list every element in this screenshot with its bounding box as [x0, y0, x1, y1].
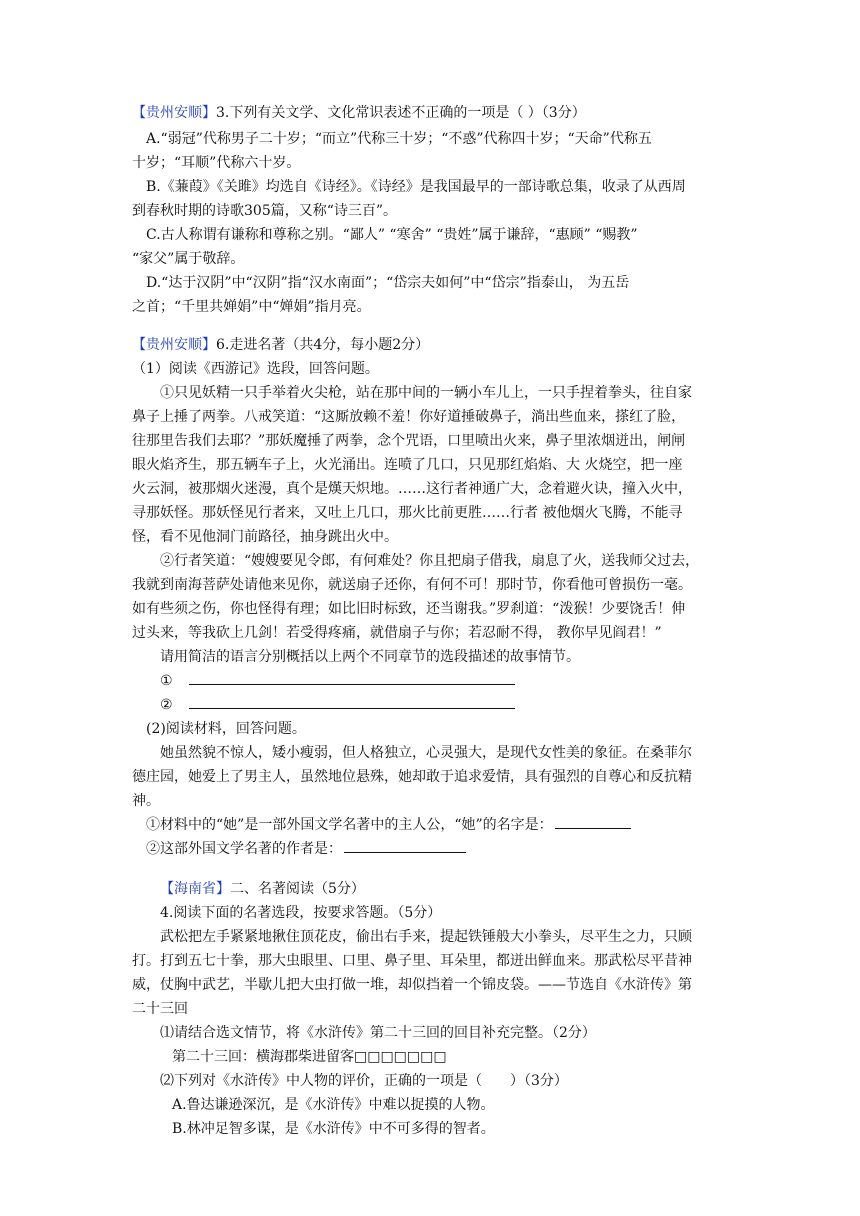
passage-line: 打。打到五七十拳，那大虫眼里、口里、鼻子里、耳朵里，都迸出鲜血来。那武松尽平昔神: [132, 953, 692, 969]
q1-title: 3.下列有关文学、文化常识表述不正确的一项是（ ）（3分）: [216, 105, 586, 121]
sub-question-2: ⑵下列对《水浒传》中人物的评价，正确的一项是（ ）（3分）: [160, 1073, 568, 1089]
q1-heading: [132, 104, 586, 122]
excerpt1-line: 火云洞，被那烟火迷漫，真个是熯天炽地。……这行者神通广大，念着避火诀，撞入火中，: [132, 481, 692, 497]
answer-row-2: [160, 696, 515, 714]
q1-option-c-line2: “家父”属于敬辞。: [132, 251, 245, 267]
q3-source-tag: 【海南省】: [160, 881, 230, 897]
excerpt1-line: 鼻子上捶了两拳。八戒笑道：“这厮放赖不羞！你好道捶破鼻子，淌出些血来，搽红了脸，: [132, 409, 686, 425]
material-line: 神。: [132, 793, 160, 809]
excerpt2-line: 如有些须之伤，你也怪得有理；如比旧时标致，还当谢我。”罗刹道：“泼猴！少要饶舌！伸: [132, 601, 686, 617]
q2-source-tag: 【贵州安顺】: [132, 337, 216, 353]
option-b: B.林冲足智多谋，是《水浒传》中不可多得的智者。: [172, 1121, 495, 1137]
q1-option-c-line1: C.古人称谓有谦称和尊称之别。“鄙人” “寒舍” “贵姓”属于谦辞，“惠顾” “赐教”: [146, 227, 638, 243]
q1-source-tag: 【贵州安顺】: [132, 105, 216, 121]
excerpt1-line: 怪，看不见他洞门前路径，抽身跳出火中。: [132, 529, 398, 545]
excerpt1-line: ①只见妖精一只手举着火尖枪，站在那中间的一辆小车儿上，一只手捏着拳头，往自家: [160, 385, 692, 401]
question-name-row: [146, 816, 631, 834]
option-a: A.鲁达谦逊深沉，是《水浒传》中难以捉摸的人物。: [172, 1097, 495, 1113]
q2-title: 6.走进名著（共4分，每小题2分）: [216, 337, 430, 353]
answer-marker-2: ②: [160, 697, 173, 713]
excerpt2-line: 我就到南海菩萨处请他来见你，就送扇子还你，有何不可！那时节，你看他可曾损伤一毫。: [132, 577, 692, 593]
excerpt2-line: ②行者笑道：“嫂嫂要见令郎，有何难处？你且把扇子借我，扇息了火，送我师父过去，: [160, 553, 700, 569]
passage-line: 武松把左手紧紧地揪住顶花皮，偷出右手来，提起铁锤般大小拳头，尽平生之力，只顾: [160, 929, 692, 945]
answer-blank-1[interactable]: [189, 672, 515, 685]
q1-option-b-line1: B.《蒹葭》《关雎》均选自《诗经》。《诗经》是我国最早的一部诗歌总集，收录了从西周: [146, 179, 686, 195]
answer-marker-1: ①: [160, 673, 173, 689]
q1-option-b-line2: 到春秋时期的诗歌305篇，又称“诗三百”。: [132, 203, 398, 219]
material-line: 德庄园，她爱上了男主人，虽然地位悬殊，她却敢于追求爱情，具有强烈的自尊心和反抗精: [132, 769, 692, 785]
q1-option-d-line1: D.“达于汉阴”中“汉阴”指“汉水南面”；“岱宗夫如何”中“岱宗”指泰山， 为五岳: [146, 275, 630, 291]
material-line: 她虽然貌不惊人，矮小瘦弱，但人格独立，心灵强大，是现代女性美的象征。在桑菲尔: [160, 745, 692, 761]
author-answer-blank[interactable]: [344, 840, 466, 853]
answer-blank-2[interactable]: [189, 696, 515, 709]
answer-row-1: [160, 672, 515, 690]
excerpt1-line: 眼火焰齐生，那五辆车子上，火光涌出。连喷了几口，只见那红焰焰、大 火烧空，把一座: [132, 457, 683, 473]
q2-sub2: (2)阅读材料，回答问题。: [146, 721, 306, 737]
q3-heading: [160, 880, 365, 898]
q1-option-d-line2: 之首；“千里共婵娟”中“婵娟”指月亮。: [132, 299, 371, 315]
q3-intro: 4.阅读下面的名著选段，按要求答题。（5分）: [160, 905, 442, 921]
question-author: ②这部外国文学名著的作者是：: [146, 841, 342, 857]
excerpt1-line: 往那里告我们去耶？”那妖魔捶了两拳，念个咒语，口里喷出火来，鼻子里浓烟迸出，闸闸: [132, 433, 686, 449]
q2-sub1: （1）阅读《西游记》选段，回答问题。: [132, 361, 379, 377]
question-name: ①材料中的“她”是一部外国文学名著中的主人公，“她”的名字是：: [146, 817, 553, 833]
sub-question-1: ⑴请结合选文情节，将《水浒传》第二十三回的回目补充完整。（2分）: [160, 1025, 596, 1041]
excerpt1-line: 寻那妖怪。那妖怪见行者来，又吐上几口，那火比前更胜……行者 被他烟火飞腾，不能寻: [132, 505, 683, 521]
passage-line: 二十三回: [132, 1001, 188, 1017]
q3-title: 二、名著阅读（5分）: [230, 881, 365, 897]
q2-heading: [132, 336, 429, 354]
q2-instruction: 请用简洁的语言分别概括以上两个不同章节的选段描述的故事情节。: [160, 649, 580, 665]
question-author-row: [146, 840, 466, 858]
passage-line: 威，仗胸中武艺，半歇儿把大虫打做一堆，却似挡着一个锦皮袋。——节选自《水浒传》第: [132, 977, 692, 993]
q1-option-a-line2: 十岁；“耳顺”代称六十岁。: [132, 155, 301, 171]
name-answer-blank[interactable]: [555, 816, 631, 829]
chapter-title-fill: 第二十三回：横海郡柴进留客□□□□□□□: [172, 1049, 447, 1065]
excerpt2-line: 过头来，等我砍上几剑！若受得疼痛，就借扇子与你；若忍耐不得， 教你早见阎君！”: [132, 625, 662, 641]
q1-option-a-line1: A.“弱冠”代称男子二十岁；“而立”代称三十岁；“不惑”代称四十岁；“天命”代称五: [146, 131, 652, 147]
